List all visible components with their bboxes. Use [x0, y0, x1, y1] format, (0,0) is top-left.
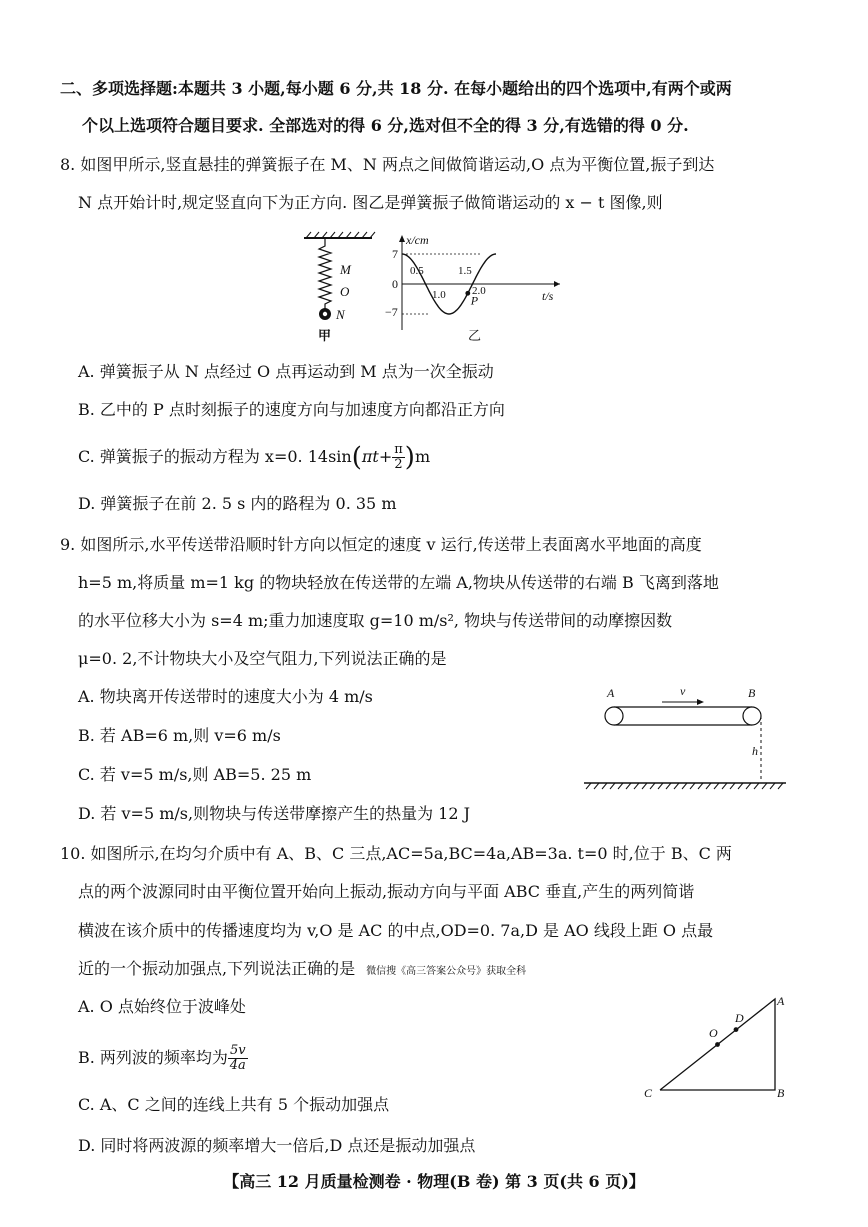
q10-option-b-fraction — [228, 1044, 248, 1073]
point-p-label: P — [470, 293, 479, 308]
point-p — [465, 291, 470, 296]
paren-right: ) — [404, 442, 415, 473]
q8-option-a: A. 弹簧振子从 N 点经过 O 点再运动到 M 点为一次全振动 — [78, 362, 494, 381]
q10-stem-line1: 10. 如图所示,在均匀介质中有 A、B、C 三点,AC=5a,BC=4a,AB=3a. t=0 时,位于 B、C 两 — [60, 844, 732, 863]
q10-option-b-prefix: B. 两列波的频率均为 — [78, 1048, 228, 1067]
point-d — [734, 1027, 739, 1032]
label-m: M — [340, 262, 351, 277]
q9-option-c: C. 若 v=5 m/s,则 AB=5. 25 m — [78, 765, 312, 784]
y-axis-label: x/cm — [406, 233, 429, 247]
x-tick-2.0: 2.0 — [472, 285, 486, 297]
origin-label: 0 — [392, 277, 398, 291]
q9-stem-line4: μ=0. 2,不计物块大小及空气阻力,下列说法正确的是 — [78, 649, 447, 668]
section-heading-line2: 个以上选项符合题目要求. 全部选对的得 6 分,选对但不全的得 3 分,有选错的得 0 分. — [82, 116, 689, 135]
q8-option-c-unit: m — [414, 447, 431, 466]
point-o — [715, 1042, 720, 1047]
q8-figure-yi-chart — [380, 230, 570, 345]
q8-option-b: B. 乙中的 P 点时刻振子的速度方向与加速度方向都沿正方向 — [78, 400, 505, 419]
pulley-right — [743, 707, 761, 725]
q8-stem-line2: N 点开始计时,规定竖直向下为正方向. 图乙是弹簧振子做简谐运动的 x − t 图像,则 — [78, 193, 663, 212]
q9-option-a: A. 物块离开传送带时的速度大小为 4 m/s — [78, 687, 373, 706]
x-tick-1.0: 1.0 — [432, 289, 446, 301]
frac-denominator: 2 — [394, 457, 403, 472]
q8-option-c-prefix: C. 弹簧振子的振动方程为 x=0. 14sin — [78, 447, 352, 466]
q8-figure-jia — [300, 230, 380, 345]
q8-option-c — [78, 440, 430, 474]
frac-numerator: 5v — [229, 1043, 246, 1058]
section-heading-line1: 二、多项选择题:本题共 3 小题,每小题 6 分,共 18 分. 在每小题给出的四个选项中,有两个或两 — [60, 79, 732, 98]
spring — [319, 238, 331, 309]
label-b: B — [748, 686, 756, 700]
label-v: v — [680, 684, 686, 698]
q9-stem-line2: h=5 m,将质量 m=1 kg 的物块轻放在传送带的左端 A,物块从传送带的右端 B 飞离到落地 — [78, 573, 719, 592]
q8-stem-line1: 8. 如图甲所示,竖直悬挂的弹簧振子在 M、N 两点之间做简谐运动,O 点为平衡位置,振子到达 — [60, 155, 715, 174]
q9-stem-line1: 9. 如图所示,水平传送带沿顺时针方向以恒定的速度 v 运行,传送带上表面离水平地面的高度 — [60, 535, 702, 554]
x-axis-arrow — [554, 281, 560, 287]
q9-option-b: B. 若 AB=6 m,则 v=6 m/s — [78, 726, 281, 745]
label-b: B — [777, 1086, 785, 1100]
x-tick-0.5: 0.5 — [410, 265, 424, 277]
frac-numerator: π — [394, 442, 403, 457]
q9-stem-line3: 的水平位移大小为 s=4 m;重力加速度取 g=10 m/s², 物块与传送带间的动摩擦因数 — [78, 611, 673, 630]
q8-option-c-fraction — [392, 443, 405, 472]
label-o: O — [340, 284, 350, 299]
q9-figure-conveyor — [580, 683, 790, 798]
paren-left: ( — [351, 442, 362, 473]
label-d: D — [735, 1011, 744, 1025]
y-tick-pos: 7 — [392, 247, 398, 261]
q10-figure-triangle — [635, 985, 805, 1100]
label-o: O — [709, 1026, 718, 1040]
label-h: h — [752, 744, 758, 758]
q10-option-d: D. 同时将两波源的频率增大一倍后,D 点还是振动加强点 — [78, 1136, 476, 1155]
label-a: A — [607, 686, 615, 700]
y-tick-neg: −7 — [385, 305, 398, 319]
x-axis-label: t/s — [542, 289, 554, 303]
q10-option-a: A. O 点始终位于波峰处 — [78, 997, 246, 1016]
q10-option-c: C. A、C 之间的连线上共有 5 个振动加强点 — [78, 1095, 390, 1114]
label-c: C — [644, 1086, 653, 1100]
ground-hatch — [586, 783, 783, 789]
label-a: A — [777, 994, 785, 1008]
q8-option-c-phase: πt+ — [361, 447, 393, 466]
q10-stem-line4 — [78, 959, 526, 982]
y-axis-arrow — [399, 235, 405, 242]
page-footer: 【高三 12 月质量检测卷 · 物理(B 卷) 第 3 页(共 6 页)】 — [223, 1172, 645, 1191]
q10-stem-line4-text: 近的一个振动加强点,下列说法正确的是 — [78, 959, 356, 978]
watermark-text: 微信搜《高三答案公众号》获取全科 — [366, 966, 527, 977]
q8-option-d: D. 弹簧振子在前 2. 5 s 内的路程为 0. 35 m — [78, 494, 397, 513]
figure-caption-yi: 乙 — [468, 328, 482, 343]
q10-stem-line3: 横波在该介质中的传播速度均为 v,O 是 AC 的中点,OD=0. 7a,D 是 AO 线段上距 O 点最 — [78, 921, 714, 940]
label-n: N — [336, 307, 345, 322]
x-tick-1.5: 1.5 — [458, 265, 472, 277]
figure-caption-jia: 甲 — [318, 328, 332, 343]
q9-option-d: D. 若 v=5 m/s,则物块与传送带摩擦产生的热量为 12 J — [78, 804, 471, 823]
frac-denominator: 4a — [229, 1058, 246, 1073]
q10-stem-line2: 点的两个波源同时由平衡位置开始向上振动,振动方向与平面 ABC 垂直,产生的两列简谐 — [78, 882, 695, 901]
pulley-left — [605, 707, 623, 725]
q10-option-b — [78, 1040, 248, 1076]
